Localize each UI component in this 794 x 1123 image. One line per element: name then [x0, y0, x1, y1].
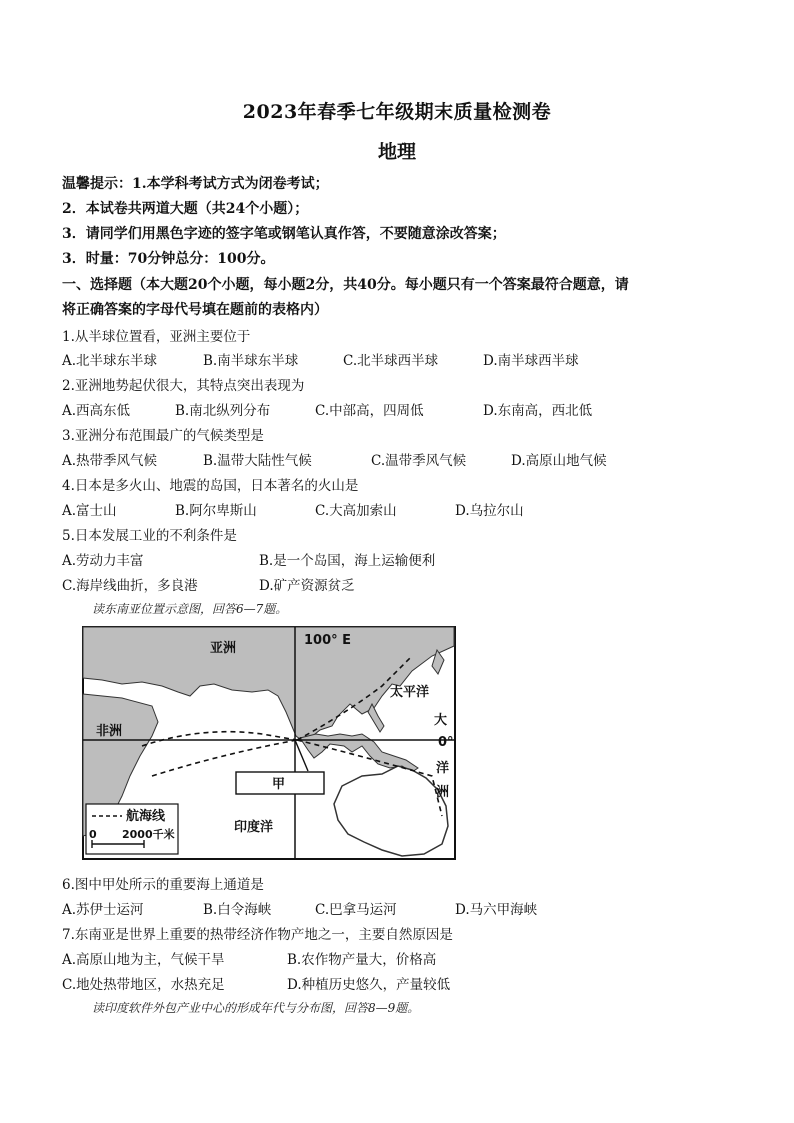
question-4-stem: 4.日本是多火山、地震的岛国，日本著名的火山是 [62, 478, 359, 494]
question-5-option-b[interactable]: B.是一个岛国，海上运输便利 [259, 553, 436, 569]
question-1-option-d[interactable]: D.南半球西半球 [483, 353, 579, 369]
question-6-option-c[interactable]: C.巴拿马运河 [315, 902, 397, 918]
label-pacific-4: 洲 [436, 785, 450, 800]
scale-zero-label: 0 [89, 828, 97, 841]
question-2-stem: 2.亚洲地势起伏很大，其特点突出表现为 [62, 378, 305, 394]
question-7-stem: 7.东南亚是世界上重要的热带经济作物产地之一，主要自然原因是 [62, 927, 453, 943]
map-intro-text: 读东南亚位置示意图，回答6—7题。 [92, 602, 288, 616]
question-7-option-a[interactable]: A.高原山地为主，气候干旱 [62, 952, 225, 968]
notice-line-2: 2．本试卷共两道大题（共24个小题）； [62, 201, 309, 217]
question-3-option-c[interactable]: C.温带季风气候 [371, 453, 467, 469]
question-1-stem: 1.从半球位置看，亚洲主要位于 [62, 329, 251, 345]
label-indian-ocean: 印度洋 [234, 820, 274, 835]
question-4-option-c[interactable]: C.大高加索山 [315, 503, 397, 519]
question-5-option-d[interactable]: D.矿产资源贫乏 [259, 578, 355, 594]
label-pacific-2: 大 [434, 713, 448, 728]
question-2-option-c[interactable]: C.中部高，四周低 [315, 403, 424, 419]
label-jia: 甲 [272, 777, 286, 792]
question-6-option-a[interactable]: A.苏伊士运河 [62, 902, 144, 918]
question-5-stem: 5.日本发展工业的不利条件是 [62, 528, 237, 544]
question-6-option-d[interactable]: D.马六甲海峡 [455, 902, 538, 918]
section-heading-line-2: 将正确答案的字母代号填在题前的表格内） [62, 302, 328, 318]
question-4-option-b[interactable]: B.阿尔卑斯山 [175, 503, 257, 519]
question-3-option-b[interactable]: B.温带大陆性气候 [203, 453, 312, 469]
label-pacific-3: 洋 [436, 761, 450, 776]
question-2-option-d[interactable]: D.东南高，西北低 [483, 403, 593, 419]
notice-line-4: 3．时量：70分钟总分：100分。 [62, 251, 275, 267]
question-3-stem: 3.亚洲分布范围最广的气候类型是 [62, 428, 264, 444]
question-3-option-a[interactable]: A.热带季风气候 [62, 453, 158, 469]
label-meridian-100e: 100° E [304, 633, 352, 648]
question-5-option-c[interactable]: C.海岸线曲折，多良港 [62, 578, 198, 594]
question-1-option-b[interactable]: B.南半球东半球 [203, 353, 299, 369]
question-1-option-a[interactable]: A.北半球东半球 [62, 353, 158, 369]
question-6-option-b[interactable]: B.白令海峡 [203, 902, 272, 918]
question-5-option-a[interactable]: A.劳动力丰富 [62, 553, 144, 569]
question-7-option-c[interactable]: C.地处热带地区，水热充足 [62, 977, 225, 993]
question-2-option-b[interactable]: B.南北纵列分布 [175, 403, 271, 419]
question-2-option-a[interactable]: A.西高东低 [62, 403, 131, 419]
label-pacific-1: 太平洋 [390, 685, 430, 700]
notice-line-3: 3．请同学们用黑色字迹的签字笔或钢笔认真作答，不要随意涂改答案； [62, 226, 506, 242]
question-4-option-a[interactable]: A.富士山 [62, 503, 117, 519]
label-asia: 亚洲 [210, 641, 237, 656]
label-africa: 非洲 [96, 724, 123, 739]
question-6-stem: 6.图中甲处所示的重要海上通道是 [62, 877, 264, 893]
subject-title: 地理 [377, 141, 416, 163]
question-7-option-b[interactable]: B.农作物产量大，价格高 [287, 952, 437, 968]
notice-line-1: 温馨提示：1.本学科考试方式为闭卷考试； [62, 176, 329, 192]
scale-value-label: 2000千米 [122, 828, 175, 841]
question-7-option-d[interactable]: D.种植历史悠久，产量较低 [287, 977, 451, 993]
label-equator: 0° [438, 735, 454, 750]
question-1-option-c[interactable]: C.北半球西半球 [343, 353, 439, 369]
southeast-asia-map [82, 626, 456, 860]
next-map-intro-text: 读印度软件外包产业中心的形成年代与分布图，回答8—9题。 [92, 1001, 420, 1015]
question-4-option-d[interactable]: D.乌拉尔山 [455, 503, 524, 519]
question-3-option-d[interactable]: D.高原山地气候 [511, 453, 607, 469]
page-title: 2023年春季七年级期末质量检测卷 [242, 101, 552, 123]
legend-route-label: 航海线 [126, 809, 166, 824]
section-heading-line-1: 一、选择题（本大题20个小题，每小题2分，共40分。每小题只有一个答案最符合题意，请 [62, 277, 629, 293]
